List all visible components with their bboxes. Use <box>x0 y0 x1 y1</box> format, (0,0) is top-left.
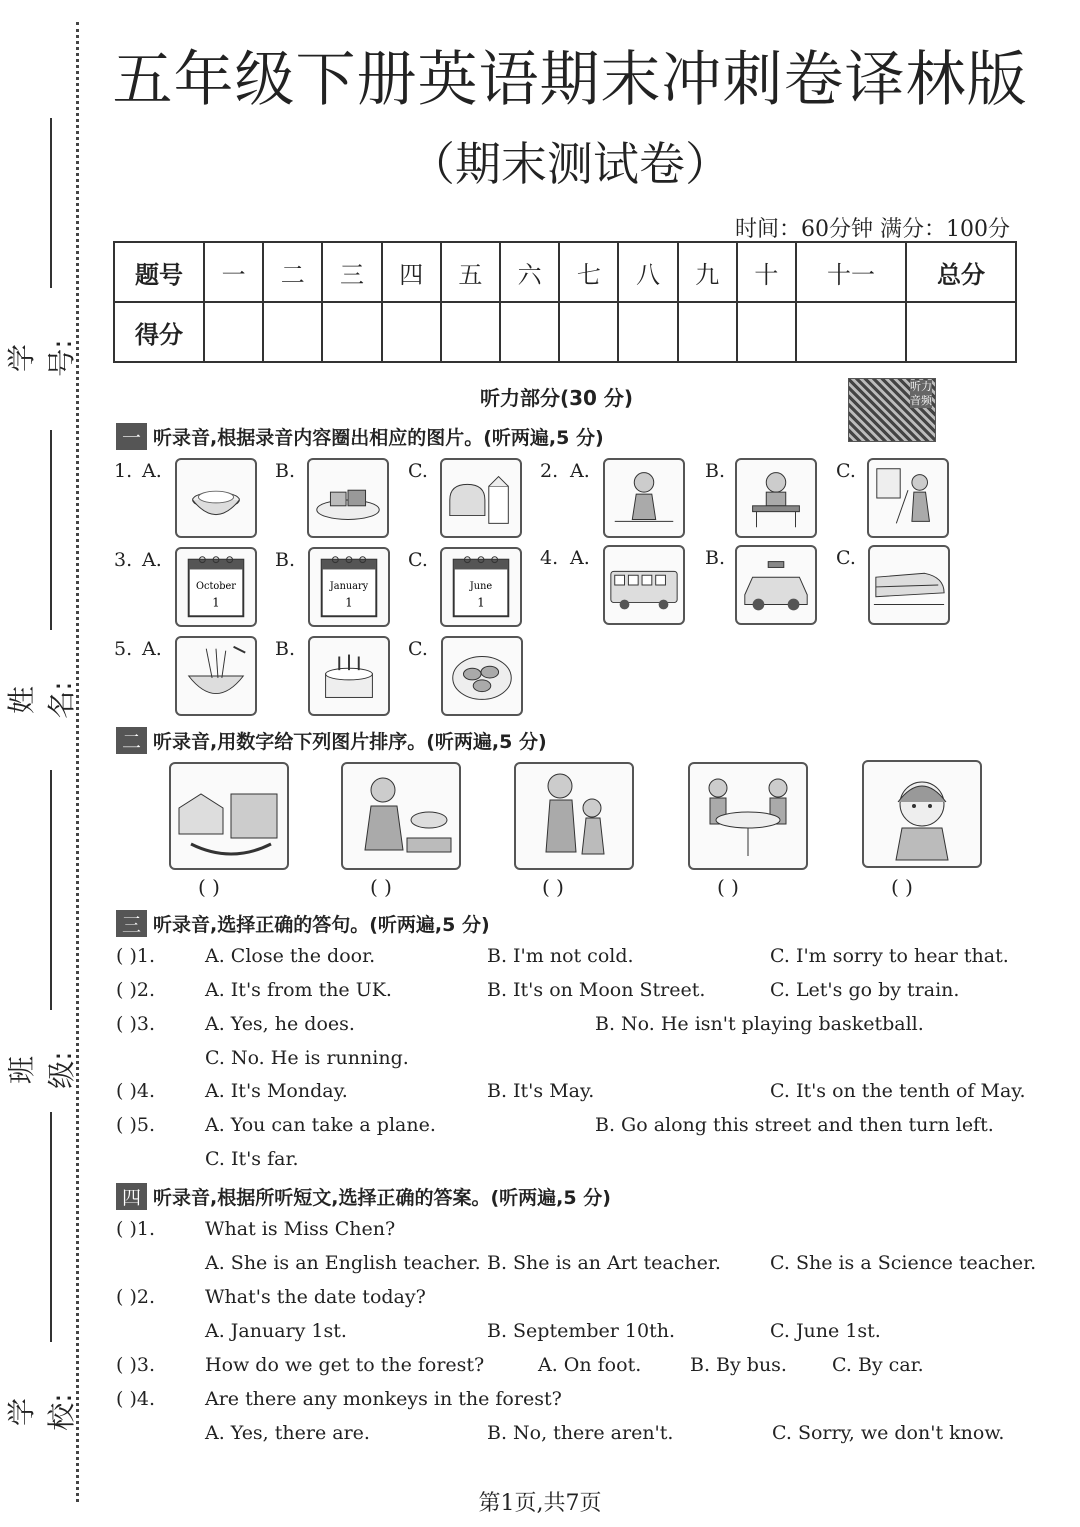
calendar-day-text: 1 <box>477 595 485 610</box>
school-label: 学校: <box>5 1393 78 1431</box>
option-text: A. Close the door. <box>205 945 376 967</box>
calendar-october-icon[interactable] <box>175 547 257 627</box>
option-label: B. <box>275 549 296 571</box>
section-1-instructions: 听录音,根据录音内容圈出相应的图片。(听两遍,5 分) <box>153 427 604 449</box>
buildings-icon[interactable] <box>169 762 289 870</box>
score-input-cell[interactable] <box>322 302 381 362</box>
question-text: Are there any monkeys in the forest? <box>205 1388 562 1410</box>
score-input-cell[interactable] <box>204 302 263 362</box>
listening-part-title: 听力部分(30 分) <box>480 386 634 410</box>
option-text: C. Sorry, we don't know. <box>772 1422 1005 1444</box>
option-text: B. Go along this street and then turn left. <box>595 1114 994 1136</box>
table-cell: 总分 <box>906 242 1016 302</box>
score-input-cell[interactable] <box>500 302 559 362</box>
section-2-number: 二 <box>116 727 147 754</box>
option-label: C. <box>836 460 856 482</box>
qr-code-label: 听力音频 <box>910 380 932 407</box>
option-label: C. <box>408 549 428 571</box>
question-number[interactable]: ( )5. <box>116 1114 155 1136</box>
page-footer: 第1页,共7页 <box>478 1491 602 1516</box>
girl-sick-icon[interactable] <box>862 760 982 868</box>
boy-desk-icon[interactable] <box>735 458 817 538</box>
option-text: C. Let's go by train. <box>770 979 960 1001</box>
score-table-score-row <box>114 302 1016 362</box>
option-text: C. It's on the tenth of May. <box>770 1080 1026 1102</box>
option-text: C. No. He is running. <box>205 1047 409 1069</box>
section-3-heading <box>116 910 490 937</box>
table-cell: 八 <box>618 242 677 302</box>
question-number: 3. <box>114 549 133 571</box>
score-input-cell[interactable] <box>906 302 1016 362</box>
score-input-cell[interactable] <box>441 302 500 362</box>
score-input-cell[interactable] <box>796 302 906 362</box>
question-number: 5. <box>114 638 133 660</box>
question-number[interactable]: ( )4. <box>116 1388 155 1410</box>
score-table <box>113 241 1017 363</box>
section-4-instructions: 听录音,根据所听短文,选择正确的答案。(听两遍,5 分) <box>153 1187 611 1209</box>
answer-blank[interactable]: ( ) <box>370 875 392 899</box>
calendar-month-text: October <box>196 580 236 592</box>
option-label: B. <box>705 460 726 482</box>
birthday-cake-icon[interactable] <box>308 636 390 716</box>
option-text: A. It's from the UK. <box>205 979 392 1001</box>
table-cell: 九 <box>678 242 737 302</box>
answer-blank[interactable]: ( ) <box>542 875 564 899</box>
option-text: A. You can take a plane. <box>205 1114 436 1136</box>
score-input-cell[interactable] <box>737 302 796 362</box>
name-line <box>50 430 52 630</box>
children-table-icon[interactable] <box>688 762 808 870</box>
girl-cleaning-icon[interactable] <box>603 458 685 538</box>
section-1-heading <box>116 423 604 450</box>
answer-blank[interactable]: ( ) <box>198 875 220 899</box>
option-label: C. <box>408 460 428 482</box>
option-text: B. By bus. <box>690 1354 787 1376</box>
option-text: C. She is a Science teacher. <box>770 1252 1037 1274</box>
question-number[interactable]: ( )4. <box>116 1080 155 1102</box>
option-text: C. By car. <box>832 1354 924 1376</box>
score-table-header-row <box>114 242 1016 302</box>
calendar-january-icon[interactable] <box>308 547 390 627</box>
train-icon[interactable] <box>868 545 950 625</box>
option-text: A. She is an English teacher. <box>205 1252 481 1274</box>
class-line <box>50 770 52 1010</box>
bus-icon[interactable] <box>603 545 685 625</box>
section-2-instructions: 听录音,用数字给下列图片排序。(听两遍,5 分) <box>153 731 547 753</box>
option-text: B. It's on Moon Street. <box>487 979 706 1001</box>
option-text: C. June 1st. <box>770 1320 881 1342</box>
option-text: A. It's Monday. <box>205 1080 348 1102</box>
rice-bowl-icon[interactable] <box>175 458 257 538</box>
option-label: A. <box>570 547 590 569</box>
calendar-month-text: January <box>329 580 369 592</box>
option-label: A. <box>142 549 162 571</box>
score-input-cell[interactable] <box>618 302 677 362</box>
option-text: C. It's far. <box>205 1148 299 1170</box>
table-cell: 一 <box>204 242 263 302</box>
girl-sweeping-icon[interactable] <box>867 458 949 538</box>
section-3-instructions: 听录音,选择正确的答句。(听两遍,5 分) <box>153 914 490 936</box>
section-3-number: 三 <box>116 910 147 937</box>
score-input-cell[interactable] <box>559 302 618 362</box>
score-input-cell[interactable] <box>263 302 322 362</box>
option-text: B. She is an Art teacher. <box>487 1252 721 1274</box>
question-text: How do we get to the forest? <box>205 1354 485 1376</box>
page-title: 五年级下册英语期末冲刺卷译林版 <box>112 45 1028 115</box>
question-number: 1. <box>114 460 133 482</box>
question-number: 4. <box>540 547 559 569</box>
calendar-june-icon[interactable] <box>440 547 522 627</box>
class-label: 班级: <box>5 1051 78 1089</box>
score-input-cell[interactable] <box>678 302 737 362</box>
calendar-day-text: 1 <box>212 595 220 610</box>
table-cell: 四 <box>382 242 441 302</box>
table-cell: 七 <box>559 242 618 302</box>
option-text: B. No, there aren't. <box>487 1422 674 1444</box>
option-label: A. <box>142 638 162 660</box>
table-cell: 题号 <box>114 242 204 302</box>
option-text: B. It's May. <box>487 1080 595 1102</box>
table-cell: 十一 <box>796 242 906 302</box>
student-no-label: 学号: <box>5 339 78 377</box>
mother-cooking-icon[interactable] <box>341 762 461 870</box>
taxi-icon[interactable] <box>735 545 817 625</box>
bread-milk-icon[interactable] <box>440 458 522 538</box>
score-input-cell[interactable] <box>382 302 441 362</box>
table-cell: 三 <box>322 242 381 302</box>
option-label: B. <box>275 638 296 660</box>
question-number[interactable]: ( )1. <box>116 945 155 967</box>
food-plate-icon[interactable] <box>307 458 389 538</box>
question-number[interactable]: ( )3. <box>116 1013 155 1035</box>
question-number[interactable]: ( )3. <box>116 1354 155 1376</box>
binding-dotted-line <box>76 22 79 1502</box>
answer-blank[interactable]: ( ) <box>717 875 739 899</box>
option-text: A. Yes, there are. <box>205 1422 370 1444</box>
question-text: What's the date today? <box>205 1286 426 1308</box>
option-label: C. <box>408 638 428 660</box>
option-text: B. September 10th. <box>487 1320 675 1342</box>
name-label: 姓名: <box>5 681 78 719</box>
option-label: B. <box>705 547 726 569</box>
option-label: A. <box>570 460 590 482</box>
question-text: What is Miss Chen? <box>205 1218 396 1240</box>
question-number[interactable]: ( )1. <box>116 1218 155 1240</box>
option-text: B. No. He isn't playing basketball. <box>595 1013 924 1035</box>
calendar-month-text: June <box>469 580 493 592</box>
option-label: C. <box>836 547 856 569</box>
table-cell: 五 <box>441 242 500 302</box>
section-4-heading <box>116 1183 611 1210</box>
noodles-icon[interactable] <box>175 636 257 716</box>
section-1-number: 一 <box>116 423 147 450</box>
question-number: 2. <box>540 460 559 482</box>
option-text: C. I'm sorry to hear that. <box>770 945 1009 967</box>
option-label: A. <box>142 460 162 482</box>
table-cell: 六 <box>500 242 559 302</box>
student-no-line <box>50 118 52 288</box>
mother-daughter-icon[interactable] <box>514 762 634 870</box>
question-number[interactable]: ( )2. <box>116 1286 155 1308</box>
section-4-number: 四 <box>116 1183 147 1210</box>
option-text: A. Yes, he does. <box>205 1013 355 1035</box>
option-text: A. On foot. <box>538 1354 642 1376</box>
dumplings-icon[interactable] <box>441 636 523 716</box>
question-number[interactable]: ( )2. <box>116 979 155 1001</box>
table-cell: 二 <box>263 242 322 302</box>
school-line <box>50 1112 52 1342</box>
answer-blank[interactable]: ( ) <box>891 875 913 899</box>
page-subtitle: （期末测试卷） <box>409 137 731 191</box>
time-info: 时间：60分钟 满分：100分 <box>735 217 1010 242</box>
option-label: B. <box>275 460 296 482</box>
section-2-heading <box>116 727 547 754</box>
calendar-day-text: 1 <box>345 595 353 610</box>
table-cell: 十 <box>737 242 796 302</box>
table-cell: 得分 <box>114 302 204 362</box>
option-text: B. I'm not cold. <box>487 945 634 967</box>
option-text: A. January 1st. <box>205 1320 347 1342</box>
